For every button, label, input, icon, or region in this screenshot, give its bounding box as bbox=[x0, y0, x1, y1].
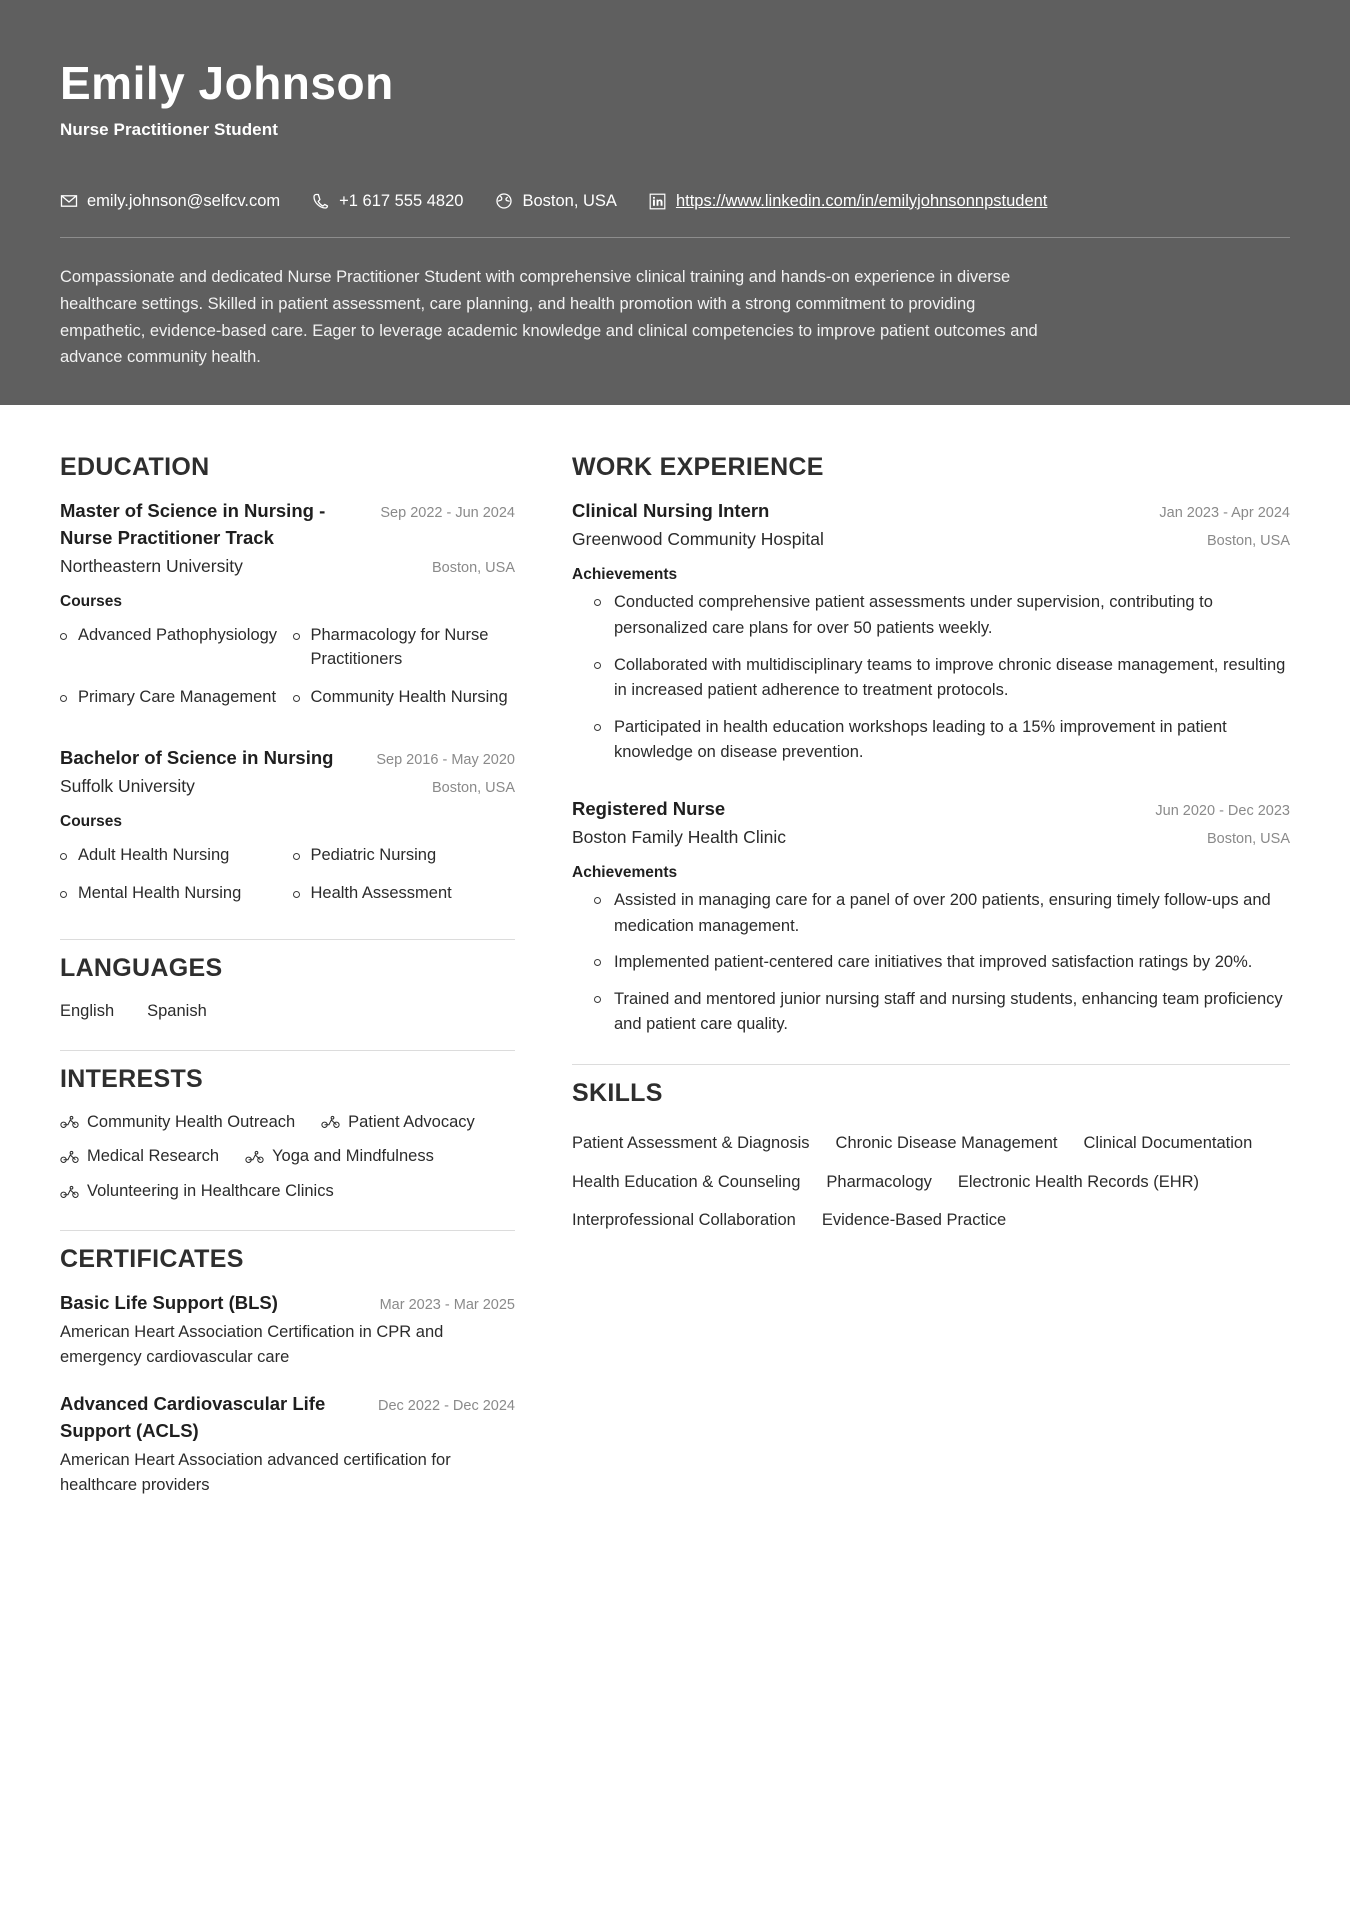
work-role: Registered Nurse bbox=[572, 797, 726, 819]
course-label: Mental Health Nursing bbox=[78, 884, 242, 903]
ring-bullet-icon bbox=[594, 662, 601, 669]
language-item: English bbox=[60, 1001, 115, 1020]
contact-location-text: Boston, USA bbox=[522, 191, 617, 210]
achievement-item bbox=[572, 987, 1290, 1038]
work-role: Clinical Nursing Intern bbox=[572, 500, 770, 522]
ring-bullet-icon bbox=[293, 891, 300, 898]
work-location: Boston, USA bbox=[1206, 830, 1290, 847]
achievement-item bbox=[572, 950, 1290, 976]
course-item bbox=[293, 837, 516, 875]
skill-item: Evidence-Based Practice bbox=[821, 1211, 1007, 1230]
interest-label: Medical Research bbox=[87, 1147, 220, 1166]
header-divider bbox=[60, 237, 1290, 238]
section-education bbox=[60, 453, 515, 913]
divider bbox=[60, 939, 515, 940]
resume-header bbox=[0, 0, 1350, 405]
ring-bullet-icon bbox=[60, 695, 67, 702]
contact-location bbox=[495, 192, 616, 212]
interest-label: Yoga and Mindfulness bbox=[272, 1147, 434, 1166]
languages-list bbox=[60, 999, 515, 1024]
section-languages bbox=[60, 954, 515, 1024]
bicycle-icon bbox=[60, 1115, 79, 1129]
achievement-item bbox=[572, 715, 1290, 766]
course-label: Primary Care Management bbox=[78, 688, 277, 707]
section-work-experience bbox=[572, 453, 1290, 1038]
globe-icon bbox=[495, 192, 513, 210]
contact-phone[interactable] bbox=[312, 192, 463, 212]
course-item bbox=[60, 679, 283, 717]
page-title: Emily Johnson bbox=[60, 57, 394, 109]
resume-body bbox=[0, 405, 1350, 1559]
courses-grid bbox=[60, 617, 515, 717]
ring-bullet-icon bbox=[594, 724, 601, 731]
certificate-description: American Heart Association Certification in CPR and emergency cardiovascular care bbox=[60, 1322, 444, 1366]
achievement-text: Collaborated with multidisciplinary teams to improve chronic disease management, resulting in increased patient adherence to treatment protocols. bbox=[614, 655, 1286, 700]
certificate-name: Basic Life Support (BLS) bbox=[60, 1291, 278, 1313]
interest-item bbox=[60, 1144, 219, 1169]
ring-bullet-icon bbox=[594, 996, 601, 1003]
achievement-text: Conducted comprehensive patient assessments under supervision, contributing to personalized care plans for over 50 patients weekly. bbox=[614, 593, 1213, 637]
certificate-name: Advanced Cardiovascular Life Support (ACLS) bbox=[60, 1393, 326, 1442]
work-location: Boston, USA bbox=[1206, 533, 1290, 549]
section-interests bbox=[60, 1065, 515, 1204]
ring-bullet-icon bbox=[293, 853, 300, 860]
section-certificates bbox=[60, 1245, 515, 1497]
contact-phone-text: +1 617 555 4820 bbox=[339, 191, 464, 210]
skills-list bbox=[572, 1124, 1290, 1240]
right-column bbox=[537, 405, 1350, 1519]
certificate-date: Dec 2022 - Dec 2024 bbox=[377, 1398, 515, 1415]
language-item: Spanish bbox=[147, 1001, 207, 1020]
interest-label: Patient Advocacy bbox=[348, 1112, 475, 1131]
education-date: Sep 2022 - Jun 2024 bbox=[380, 505, 515, 522]
achievements-label: Achievements bbox=[572, 863, 678, 881]
course-label: Health Assessment bbox=[310, 884, 452, 903]
contact-email[interactable] bbox=[60, 192, 280, 212]
skill-item: Clinical Documentation bbox=[1083, 1133, 1253, 1152]
phone-icon bbox=[312, 192, 330, 210]
skill-item: Chronic Disease Management bbox=[835, 1133, 1058, 1152]
ring-bullet-icon bbox=[594, 599, 601, 606]
divider bbox=[572, 1064, 1290, 1065]
course-item bbox=[60, 875, 283, 913]
achievement-item bbox=[572, 888, 1290, 939]
course-label: Pharmacology for Nurse Practitioners bbox=[310, 626, 489, 669]
achievement-text: Assisted in managing care for a panel of over 200 patients, ensuring timely follow-ups and medication management. bbox=[614, 890, 1271, 935]
envelope-icon bbox=[60, 192, 78, 210]
education-entry bbox=[60, 498, 515, 717]
certificate-date: Mar 2023 - Mar 2025 bbox=[379, 1296, 515, 1313]
contact-row bbox=[60, 192, 1290, 212]
bicycle-icon bbox=[245, 1150, 264, 1164]
education-date: Sep 2016 - May 2020 bbox=[376, 751, 515, 768]
education-location: Boston, USA bbox=[431, 559, 515, 576]
achievement-text: Implemented patient-centered care initiatives that improved satisfaction ratings by 20%. bbox=[614, 953, 1253, 972]
education-school: Suffolk University bbox=[60, 775, 195, 796]
section-skills bbox=[572, 1079, 1290, 1240]
contact-email-text: emily.johnson@selfcv.com bbox=[87, 191, 281, 210]
achievements-list bbox=[572, 888, 1290, 1038]
certificate-entry bbox=[60, 1290, 515, 1369]
summary-text: Compassionate and dedicated Nurse Practitioner Student with comprehensive clinical training and hands-on experience in diverse healthcare settings. Skilled in patient assessment, care planning, and health promotion with a strong commitment to providing empathetic, evidence-based care. Eager to leverage academic knowledge and clinical competencies to improve patient outcomes and advance community health. bbox=[60, 268, 1038, 367]
achievement-item bbox=[572, 590, 1290, 641]
skill-item: Electronic Health Records (EHR) bbox=[957, 1172, 1200, 1191]
work-entry bbox=[572, 498, 1290, 766]
skill-item: Health Education & Counseling bbox=[572, 1172, 801, 1191]
divider bbox=[60, 1230, 515, 1231]
section-title-education: EDUCATION bbox=[60, 453, 210, 482]
education-location: Boston, USA bbox=[431, 779, 515, 796]
education-degree: Master of Science in Nursing - Nurse Practitioner Track bbox=[60, 500, 326, 548]
course-item bbox=[60, 617, 283, 679]
section-title-interests: INTERESTS bbox=[60, 1064, 203, 1093]
ring-bullet-icon bbox=[594, 897, 601, 904]
ring-bullet-icon bbox=[60, 891, 67, 898]
linkedin-icon bbox=[649, 192, 667, 210]
skill-item: Interprofessional Collaboration bbox=[572, 1211, 796, 1230]
ring-bullet-icon bbox=[60, 633, 67, 640]
work-company: Boston Family Health Clinic bbox=[572, 826, 786, 847]
achievements-label: Achievements bbox=[572, 566, 678, 584]
courses-label: Courses bbox=[60, 593, 123, 611]
work-company: Greenwood Community Hospital bbox=[572, 529, 824, 549]
education-entry bbox=[60, 745, 515, 913]
interest-label: Volunteering in Healthcare Clinics bbox=[87, 1182, 334, 1201]
achievement-text: Participated in health education workshops leading to a 15% improvement in patient knowledge on disease prevention. bbox=[614, 717, 1227, 762]
interest-item bbox=[321, 1110, 475, 1135]
contact-linkedin-text[interactable]: https://www.linkedin.com/in/emilyjohnsonnpstudent bbox=[675, 191, 1048, 210]
bicycle-icon bbox=[60, 1185, 79, 1199]
interest-item bbox=[245, 1144, 434, 1169]
courses-label: Courses bbox=[60, 813, 123, 831]
section-title-certificates: CERTIFICATES bbox=[60, 1244, 244, 1273]
skill-item: Pharmacology bbox=[826, 1172, 932, 1191]
ring-bullet-icon bbox=[60, 853, 67, 860]
ring-bullet-icon bbox=[594, 959, 601, 966]
course-label: Advanced Pathophysiology bbox=[78, 626, 278, 645]
section-title-skills: SKILLS bbox=[572, 1078, 663, 1107]
left-column bbox=[0, 405, 537, 1519]
achievement-text: Trained and mentored junior nursing staff and nursing students, enhancing team proficiency and patient care quality. bbox=[614, 989, 1283, 1034]
courses-grid bbox=[60, 837, 515, 913]
course-label: Community Health Nursing bbox=[310, 688, 508, 707]
ring-bullet-icon bbox=[293, 633, 300, 640]
work-date: Jan 2023 - Apr 2024 bbox=[1159, 505, 1290, 522]
course-label: Adult Health Nursing bbox=[78, 846, 230, 865]
certificate-entry bbox=[60, 1391, 515, 1497]
contact-linkedin[interactable] bbox=[649, 192, 1047, 212]
course-item bbox=[293, 617, 516, 679]
bicycle-icon bbox=[60, 1150, 79, 1164]
job-title: Nurse Practitioner Student bbox=[60, 119, 278, 139]
interest-item bbox=[60, 1110, 295, 1135]
achievements-list bbox=[572, 590, 1290, 765]
course-item bbox=[60, 837, 283, 875]
interests-list bbox=[60, 1110, 515, 1204]
work-entry bbox=[572, 796, 1290, 1038]
ring-bullet-icon bbox=[293, 695, 300, 702]
education-degree: Bachelor of Science in Nursing bbox=[60, 746, 334, 768]
interest-item bbox=[60, 1179, 334, 1204]
section-title-work-experience: WORK EXPERIENCE bbox=[572, 453, 824, 482]
course-label: Pediatric Nursing bbox=[310, 846, 437, 865]
certificate-description: American Heart Association advanced certification for healthcare providers bbox=[60, 1450, 451, 1494]
bicycle-icon bbox=[321, 1115, 340, 1129]
education-school: Northeastern University bbox=[60, 555, 243, 576]
divider bbox=[60, 1050, 515, 1051]
course-item bbox=[293, 679, 516, 717]
interest-label: Community Health Outreach bbox=[87, 1112, 296, 1131]
work-date: Jun 2020 - Dec 2023 bbox=[1155, 802, 1290, 819]
section-title-languages: LANGUAGES bbox=[60, 953, 223, 982]
achievement-item bbox=[572, 653, 1290, 704]
course-item bbox=[293, 875, 516, 913]
skill-item: Patient Assessment & Diagnosis bbox=[572, 1133, 810, 1152]
